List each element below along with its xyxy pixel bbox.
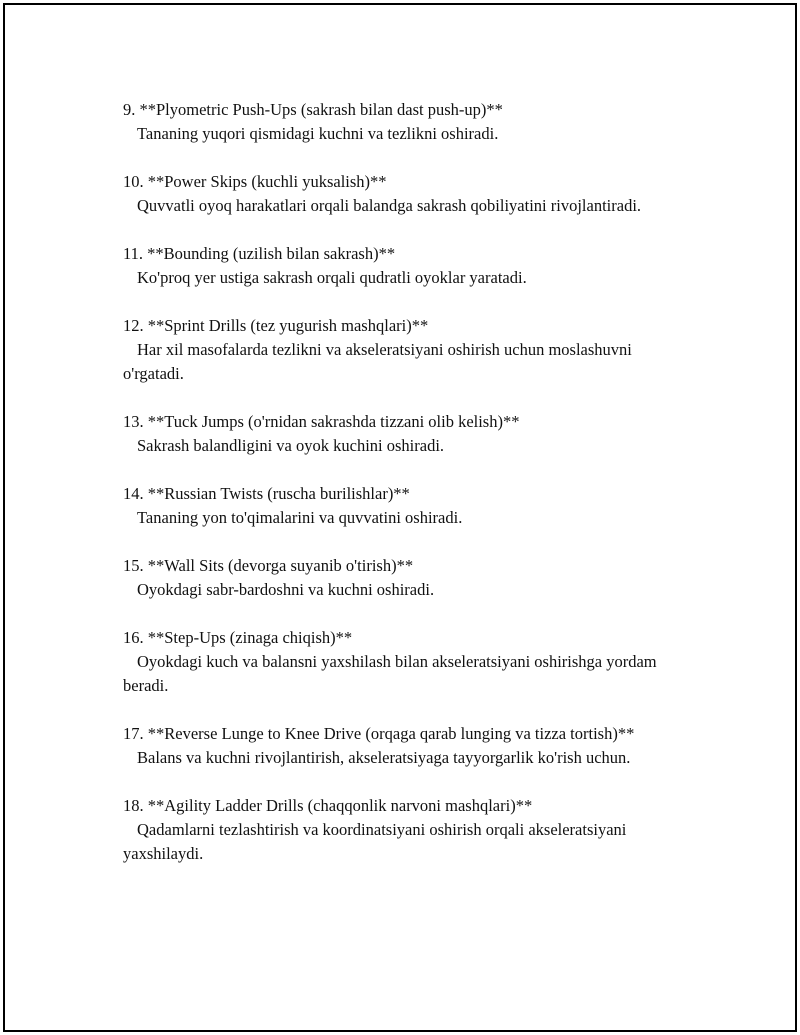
exercise-title: 14. **Russian Twists (ruscha burilishlar)** [123,484,410,503]
exercise-description: Sakrash balandligini va oyok kuchini oshiradi. [137,436,445,455]
exercise-description: Tananing yuqori qismidagi kuchni va tezlikni oshiradi. [137,124,499,143]
exercise-description: Har xil masofalarda tezlikni va akseleratsiyani oshirish uchun moslashuvni o'rgatadi. [123,340,636,383]
exercise-title: 17. **Reverse Lunge to Knee Drive (orqaga qarab lunging va tizza tortish)** [123,724,635,743]
exercise-title: 11. **Bounding (uzilish bilan sakrash)** [123,244,396,263]
exercise-description: Oyokdagi sabr-bardoshni va kuchni oshiradi. [137,580,435,599]
list-item [123,482,693,530]
exercise-description: Ko'proq yer ustiga sakrash orqali qudratli oyoklar yaratadi. [137,268,527,287]
list-item [123,98,693,146]
list-item [123,554,693,602]
exercise-description: Qadamlarni tezlashtirish va koordinatsiyani oshirish orqali akseleratsiyani yaxshilaydi. [123,820,631,863]
list-item [123,722,693,770]
exercise-title: 9. **Plyometric Push-Ups (sakrash bilan dast push-up)** [123,100,503,119]
exercise-list [123,98,693,890]
exercise-title: 12. **Sprint Drills (tez yugurish mashqlari)** [123,316,429,335]
page-frame [3,3,797,1032]
list-item [123,626,693,698]
list-item [123,242,693,290]
list-item [123,170,693,218]
list-item [123,794,693,866]
exercise-description: Tananing yon to'qimalarini va quvvatini oshiradi. [137,508,463,527]
exercise-description: Oyokdagi kuch va balansni yaxshilash bilan akseleratsiyani oshirishga yordam beradi. [123,652,661,695]
list-item [123,314,693,386]
exercise-title: 15. **Wall Sits (devorga suyanib o'tirish)** [123,556,414,575]
exercise-title: 16. **Step-Ups (zinaga chiqish)** [123,628,353,647]
exercise-title: 18. **Agility Ladder Drills (chaqqonlik narvoni mashqlari)** [123,796,533,815]
list-item [123,410,693,458]
exercise-description: Quvvatli oyoq harakatlari orqali balandga sakrash qobiliyatini rivojlantiradi. [137,196,642,215]
exercise-title: 13. **Tuck Jumps (o'rnidan sakrashda tizzani olib kelish)** [123,412,520,431]
exercise-description: Balans va kuchni rivojlantirish, akseleratsiyaga tayyorgarlik ko'rish uchun. [137,748,631,767]
exercise-title: 10. **Power Skips (kuchli yuksalish)** [123,172,387,191]
